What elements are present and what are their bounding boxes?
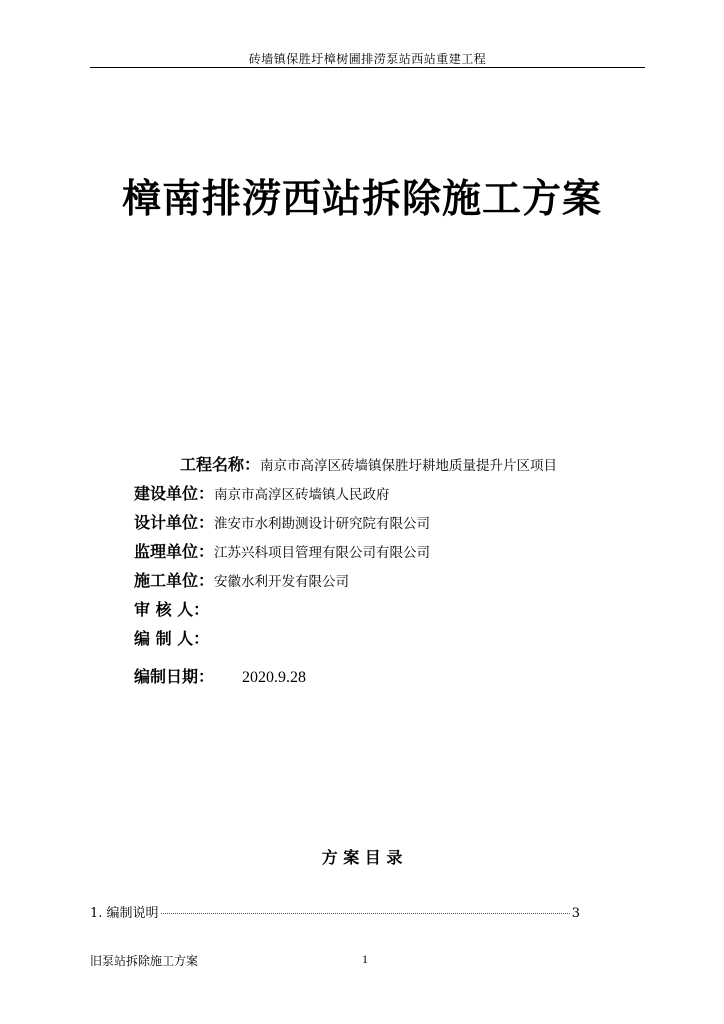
- footer-page-number: 1: [362, 952, 368, 966]
- toc-entry-page: 3: [571, 906, 580, 921]
- footer-doc-name: 旧泵站拆除施工方案: [90, 954, 199, 968]
- page-header-title: 砖墙镇保胜圩樟树圃排涝泵站西站重建工程: [248, 52, 487, 66]
- info-value: 江苏兴科项目管理有限公司有限公司: [214, 545, 431, 561]
- info-label: 编制日期：: [134, 667, 215, 686]
- info-label: 工程名称：: [180, 455, 261, 474]
- toc-heading: 方 案 目 录: [321, 848, 403, 867]
- info-row-design-unit: [134, 510, 430, 533]
- toc-entry[interactable]: [90, 902, 580, 921]
- info-row-construction-unit: [134, 481, 390, 504]
- info-label: 审 核 人：: [134, 600, 210, 619]
- info-row-contractor: [134, 568, 349, 591]
- info-label: 监理单位：: [134, 542, 215, 561]
- header-rule: [90, 67, 645, 68]
- info-label: 施工单位：: [134, 571, 215, 590]
- document-title: 樟南排涝西站拆除施工方案: [121, 176, 602, 222]
- date-value: 2020.9.28: [242, 669, 307, 686]
- info-value: 南京市高淳区砖墙镇人民政府: [214, 487, 390, 503]
- info-row-reviewer: [134, 597, 209, 620]
- info-value: 淮安市水利勘测设计研究院有限公司: [214, 516, 431, 532]
- info-value: 安徽水利开发有限公司: [214, 574, 350, 590]
- toc-entry-label: 1. 编制说明: [90, 906, 159, 921]
- info-label: 建设单位：: [134, 484, 215, 503]
- info-row-date: [134, 664, 306, 687]
- info-value: 南京市高淳区砖墙镇保胜圩耕地质量提升片区项目: [260, 458, 558, 474]
- info-label: 设计单位：: [134, 513, 215, 532]
- toc-leader-dots: [161, 913, 570, 914]
- info-row-supervision-unit: [134, 539, 430, 562]
- info-row-project-name: [180, 452, 557, 475]
- info-label: 编 制 人：: [134, 629, 210, 648]
- info-row-author: [134, 626, 209, 649]
